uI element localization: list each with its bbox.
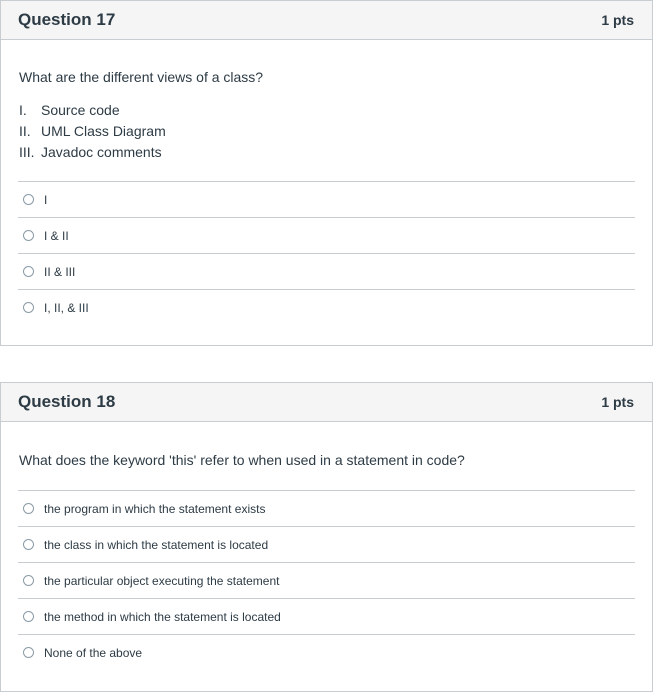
radio-button[interactable] [23, 575, 34, 586]
answer-label: the method in which the statement is located [44, 609, 281, 624]
answer-option-3[interactable] [18, 253, 635, 289]
radio-button[interactable] [23, 302, 34, 313]
list-item [19, 120, 635, 141]
question-title: Question 18 [18, 392, 116, 411]
list-number: III. [19, 143, 35, 160]
answer-option-5[interactable] [18, 634, 635, 670]
question-header [1, 383, 652, 422]
answer-label: I, II, & III [44, 300, 89, 315]
list-number: II. [19, 122, 31, 139]
answer-label: the class in which the statement is located [44, 537, 269, 552]
answer-label: I & II [44, 228, 69, 243]
list-text: Source code [41, 101, 120, 118]
radio-button[interactable] [23, 503, 34, 514]
question-text: What are the different views of a class? [19, 69, 264, 85]
answer-option-4[interactable] [18, 598, 635, 634]
answer-option-2[interactable] [18, 217, 635, 253]
question-points: 1 pts [601, 12, 634, 28]
radio-button[interactable] [23, 539, 34, 550]
question-18-card [0, 382, 653, 692]
question-title: Question 17 [18, 10, 116, 29]
list-number: I. [19, 101, 27, 118]
answer-list [18, 490, 635, 670]
answer-option-1[interactable] [18, 490, 635, 526]
question-header [1, 1, 652, 40]
answer-option-2[interactable] [18, 526, 635, 562]
radio-button[interactable] [23, 266, 34, 277]
roman-list [19, 99, 635, 162]
list-item [19, 141, 635, 162]
list-text: Javadoc comments [41, 143, 162, 160]
answer-label: None of the above [44, 645, 143, 660]
question-text: What does the keyword 'this' refer to when used in a statement in code? [19, 452, 465, 468]
answer-list [18, 181, 635, 325]
radio-button[interactable] [23, 647, 34, 658]
radio-button[interactable] [23, 611, 34, 622]
radio-button[interactable] [23, 230, 34, 241]
answer-option-3[interactable] [18, 562, 635, 598]
answer-label: the program in which the statement exists [44, 501, 266, 516]
answer-label: the particular object executing the statement [44, 573, 280, 588]
answer-option-4[interactable] [18, 289, 635, 325]
list-text: UML Class Diagram [41, 122, 166, 139]
question-points: 1 pts [601, 394, 634, 410]
answer-label: I [44, 192, 48, 207]
question-17-card [0, 0, 653, 346]
radio-button[interactable] [23, 194, 34, 205]
answer-label: II & III [44, 264, 76, 279]
answer-option-1[interactable] [18, 181, 635, 217]
list-item [19, 99, 635, 120]
